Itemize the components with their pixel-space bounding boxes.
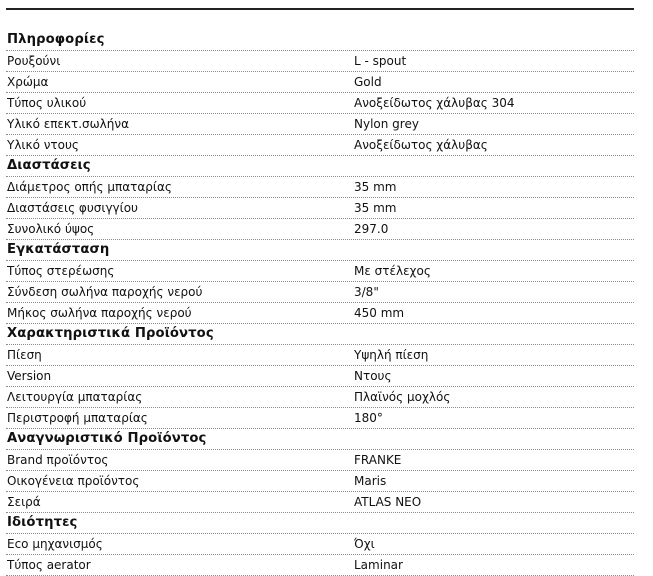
spec-label: Διάμετρος οπής μπαταρίας: [7, 180, 172, 194]
section-title: Διαστάσεις: [6, 156, 634, 177]
spec-value: 35 mm: [354, 180, 397, 194]
spec-row-color: [6, 72, 634, 93]
spec-value: Με στέλεχος: [354, 264, 431, 278]
spec-value: Υψηλή πίεση: [354, 348, 429, 362]
spec-row-version: [6, 366, 634, 387]
top-divider: [6, 8, 634, 10]
spec-row-shower-material: [6, 135, 634, 156]
spec-value: Πλαϊνός μοχλός: [354, 390, 451, 404]
spec-row-supply-connection: [6, 282, 634, 303]
spec-row-rotation: [6, 408, 634, 429]
spec-row-supply-length: [6, 303, 634, 324]
section-information: [6, 30, 634, 156]
spec-label: Λειτουργία μπαταρίας: [7, 390, 143, 404]
spec-value: L - spout: [354, 54, 407, 68]
section-title: Ιδιότητες: [6, 513, 634, 534]
spec-label: Περιστροφή μπαταρίας: [7, 411, 148, 425]
spec-value: 450 mm: [354, 306, 405, 320]
spec-label: Οικογένεια προϊόντος: [7, 474, 140, 488]
spec-label: Πίεση: [7, 348, 42, 362]
spec-value: 180°: [354, 411, 383, 425]
spec-label: Brand προϊόντος: [7, 453, 109, 467]
spec-row-hole-diameter: [6, 177, 634, 198]
spec-sheet: [6, 30, 634, 576]
section-title: Αναγνωριστικό Προϊόντος: [6, 429, 634, 450]
spec-value: 3/8": [354, 285, 379, 299]
section-title: Πληροφορίες: [6, 30, 634, 51]
spec-label: Τύπος υλικού: [7, 96, 87, 110]
section-product-identifier: [6, 429, 634, 513]
spec-row-operation: [6, 387, 634, 408]
spec-row-material-type: [6, 93, 634, 114]
spec-label: Χρώμα: [7, 75, 49, 89]
spec-row-series: [6, 492, 634, 513]
spec-row-eco-mechanism: [6, 534, 634, 555]
section-dimensions: [6, 156, 634, 240]
spec-label: Τύπος στερέωσης: [7, 264, 115, 278]
spec-row-mounting-type: [6, 261, 634, 282]
spec-label: Eco μηχανισμός: [7, 537, 103, 551]
spec-value: Όχι: [354, 537, 375, 551]
spec-value: ATLAS NEO: [354, 495, 422, 509]
spec-label: Σειρά: [7, 495, 41, 509]
spec-value: Ντους: [354, 369, 392, 383]
spec-row-aerator-type: [6, 555, 634, 576]
spec-row-spout: [6, 51, 634, 72]
section-product-features: [6, 324, 634, 429]
spec-value: Gold: [354, 75, 382, 89]
spec-value: Ανοξείδωτος χάλυβας 304: [354, 96, 515, 110]
spec-label: Version: [7, 369, 52, 383]
spec-label: Υλικό ντους: [7, 138, 79, 152]
spec-label: Υλικό επεκτ.σωλήνα: [7, 117, 130, 131]
spec-label: Τύπος aerator: [7, 558, 91, 572]
spec-label: Ρουξούνι: [7, 54, 61, 68]
spec-row-total-height: [6, 219, 634, 240]
spec-value: Ανοξείδωτος χάλυβας: [354, 138, 488, 152]
spec-value: Laminar: [354, 558, 403, 572]
spec-row-cartridge-size: [6, 198, 634, 219]
spec-row-family: [6, 471, 634, 492]
spec-row-hose-material: [6, 114, 634, 135]
spec-row-pressure: [6, 345, 634, 366]
spec-value: Maris: [354, 474, 387, 488]
spec-value: Nylon grey: [354, 117, 419, 131]
spec-label: Σύνδεση σωλήνα παροχής νερού: [7, 285, 203, 299]
spec-row-brand: [6, 450, 634, 471]
section-title: Εγκατάσταση: [6, 240, 634, 261]
section-title: Χαρακτηριστικά Προϊόντος: [6, 324, 634, 345]
section-installation: [6, 240, 634, 324]
section-properties: [6, 513, 634, 576]
spec-label: Διαστάσεις φυσιγγίου: [7, 201, 139, 215]
spec-value: 35 mm: [354, 201, 397, 215]
spec-label: Συνολικό ύψος: [7, 222, 95, 236]
spec-label: Μήκος σωλήνα παροχής νερού: [7, 306, 192, 320]
spec-value: 297.0: [354, 222, 389, 236]
spec-value: FRANKE: [354, 453, 402, 467]
